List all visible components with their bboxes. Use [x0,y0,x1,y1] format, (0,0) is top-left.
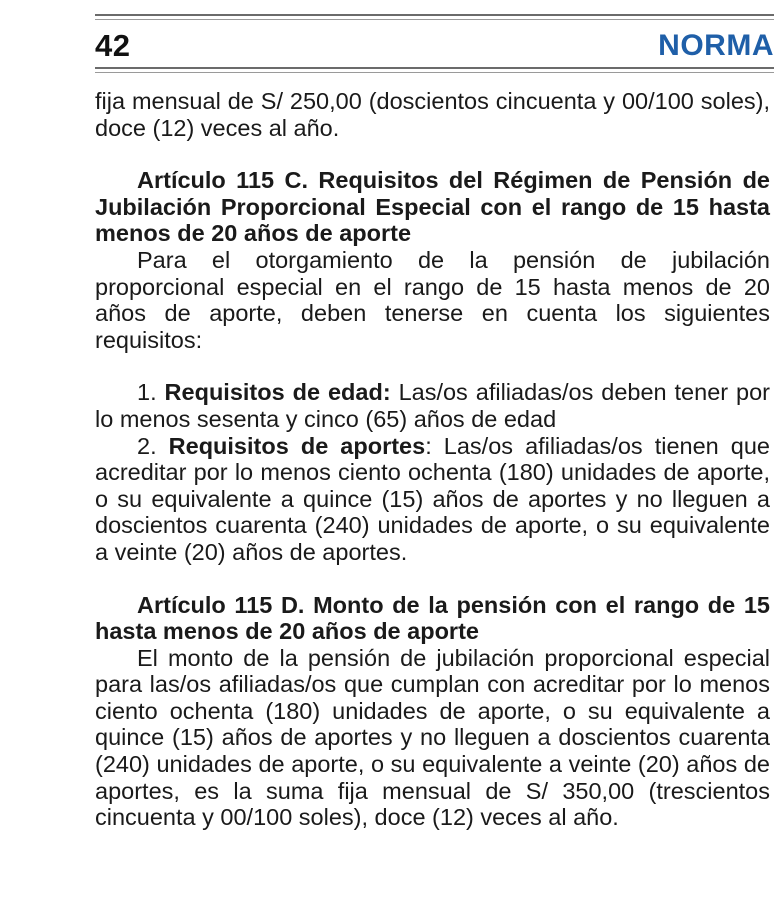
item-number: 1. [137,379,165,406]
article-115c-heading: Artículo 115 C. Requisitos del Régimen de Pensión de Jubilación Proporcional Especial con el rango de 15 hasta menos de 20 años de aporte [95,167,770,247]
item-text: Las/os afiliadas/os deben tener por lo menos sesenta y cinco (65) años de edad [95,379,770,432]
header-rule-bottom [95,67,774,69]
spacer [95,141,770,167]
page-body [95,88,770,831]
intro-continuation: fija mensual de S/ 250,00 (doscientos cincuenta y 00/100 soles), doce (12) veces al año. [95,88,770,141]
spacer [95,566,770,592]
item-label: Requisitos de edad: [164,379,391,406]
requirement-item-1 [95,379,770,432]
article-115d-heading: Artículo 115 D. Monto de la pensión con el rango de 15 hasta menos de 20 años de aporte [95,591,770,645]
header-rule-top-thin [95,19,774,20]
header-rule-bottom-thin [95,72,774,73]
requirement-item-2 [95,433,770,566]
article-115d-paragraph: El monto de la pensión de jubilación proporcional especial para las/os afiliadas/os que cumplan con acreditar por lo menos ciento ochenta (180) unidades de aporte, o su equivalente a quince (15) años de aportes y no lleguen a doscientos cuarenta (240) unidades de aporte, o su equivalente a veinte (20) años de aportes, es la suma fija mensual de S/ 350,00 (trescientos cincuenta y 00/100 soles), doce (12) veces al año. [95,644,770,831]
item-label: Requisitos de aportes [168,432,426,459]
item-number: 2. [137,432,169,459]
header-rule-top [95,14,774,16]
spacer [95,353,770,379]
page-number: 42 [95,28,131,63]
item-text: : Las/os afiliadas/os tienen que acreditar por lo menos ciento ochenta (180) unidades de aporte, o su equivalente a quince (15) años de aportes y no lleguen a doscientos cuarenta (240) unidades de aporte, o su equivalente a veinte (20) años de aportes. [95,432,770,565]
section-name: NORMA [658,29,774,62]
article-115c-paragraph: Para el otorgamiento de la pensión de jubilación proporcional especial en el rango de 15 hasta menos de 20 años de aporte, deben tenerse en cuenta los siguientes requisitos: [95,246,770,353]
